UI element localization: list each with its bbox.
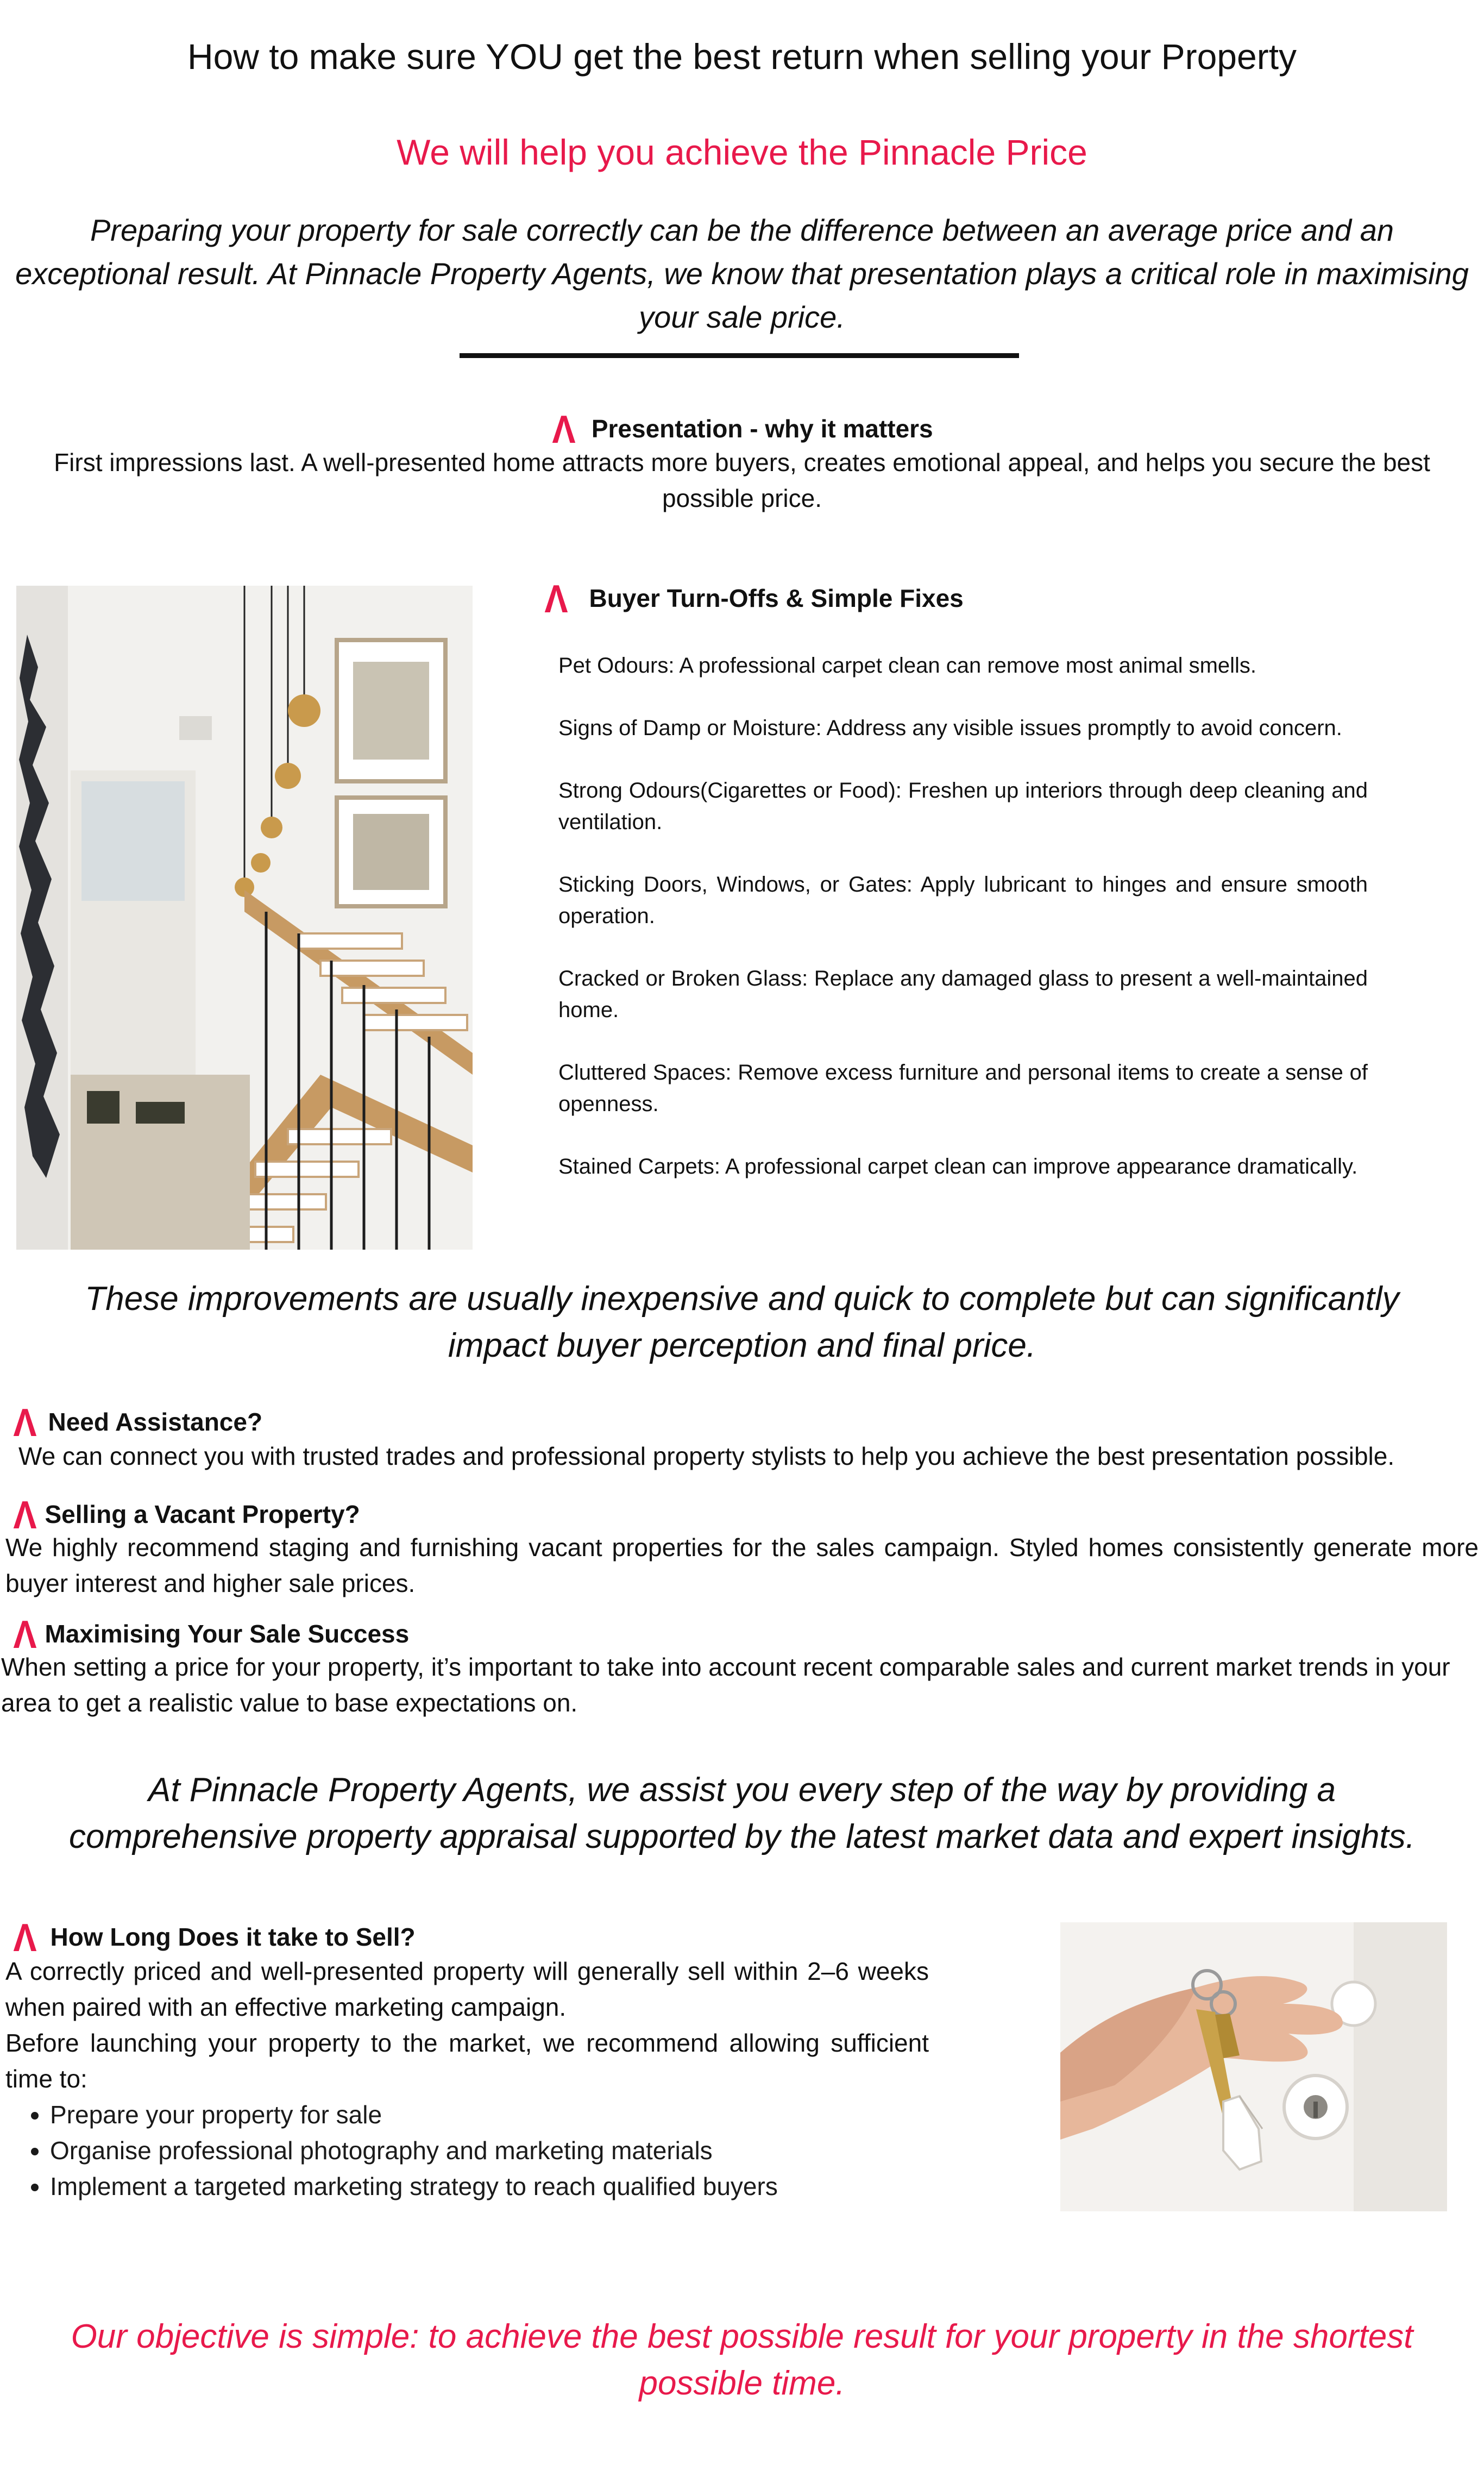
- vacant-text: We highly recommend staging and furnishing vacant properties for the sales campaign. Styled homes consistently generate more buyer interest and higher sale prices.: [5, 1533, 1479, 1597]
- bullet-item: • Implement a targeted marketing strategy to reach qualified buyers: [50, 2168, 929, 2204]
- howlong-body: [5, 1953, 929, 2204]
- intro-paragraph: Preparing your property for sale correctly can be the difference between an average price and an exceptional result. At Pinnacle Property Agents, we know that presentation plays a critical role in maximising your sale price.: [15, 213, 1469, 334]
- bullet-item: • Organise professional photography and marketing materials: [50, 2133, 929, 2168]
- list-item: Sticking Doors, Windows, or Gates: Apply lubricant to hinges and ensure smooth operation.: [558, 873, 1368, 928]
- howlong-text-1: A correctly priced and well-presented property will generally sell within 2–6 weeks when paired with an effective marketing campaign.: [5, 1957, 929, 2021]
- assistance-text: We can connect you with trusted trades and professional property stylists to help you achieve the best presentation possible.: [18, 1442, 1395, 1470]
- caret-icon: Λ: [544, 578, 568, 621]
- list-item: Signs of Damp or Moisture: Address any visible issues promptly to avoid concern.: [558, 716, 1342, 740]
- presentation-text: First impressions last. A well-presented home attracts more buyers, creates emotional appeal, and helps you secure the best possible price.: [54, 448, 1430, 512]
- improvements-callout: These improvements are usually inexpensive and quick to complete but can significantly impact buyer perception and final price.: [85, 1280, 1399, 1364]
- caret-icon: Λ: [13, 1613, 37, 1657]
- page-subtitle: We will help you achieve the Pinnacle Price: [397, 132, 1087, 172]
- turnoffs-list: [558, 650, 1368, 1182]
- list-item: Cluttered Spaces: Remove excess furniture and personal items to create a sense of openness.: [558, 1061, 1368, 1116]
- turnoffs-heading: Buyer Turn-Offs & Simple Fixes: [589, 584, 964, 612]
- page-title: How to make sure YOU get the best return when selling your Property: [187, 36, 1297, 77]
- list-item: Pet Odours: A professional carpet clean can remove most animal smells.: [558, 654, 1257, 678]
- maximising-heading: Maximising Your Sale Success: [45, 1620, 410, 1648]
- howlong-heading: How Long Does it take to Sell?: [50, 1923, 416, 1951]
- list-item: Cracked or Broken Glass: Replace any damaged glass to present a well-maintained home.: [558, 967, 1368, 1022]
- list-item: Stained Carpets: A professional carpet clean can improve appearance dramatically.: [558, 1155, 1358, 1178]
- vacant-heading: Selling a Vacant Property?: [45, 1500, 360, 1528]
- keys-in-hand-photo: [1060, 1922, 1447, 2211]
- maximising-text: When setting a price for your property, it’s important to take into account recent comparable sales and current market trends in your area to get a realistic value to base expectations on.: [1, 1653, 1450, 1717]
- howlong-bullets: [5, 2097, 929, 2204]
- caret-icon: Λ: [13, 1401, 37, 1445]
- staircase-photo: [16, 586, 473, 1250]
- appraisal-callout: At Pinnacle Property Agents, we assist you every step of the way by providing a comprehensive property appraisal supported by the latest market data and expert insights.: [69, 1771, 1415, 1855]
- closing-statement: Our objective is simple: to achieve the best possible result for your property in the shortest possible time.: [71, 2318, 1413, 2402]
- presentation-heading: Presentation - why it matters: [591, 415, 933, 443]
- section-divider: [460, 353, 1019, 358]
- howlong-text-2: Before launching your property to the market, we recommend allowing sufficient time to:: [5, 2029, 929, 2093]
- caret-icon: Λ: [13, 1494, 37, 1537]
- bullet-item: • Prepare your property for sale: [50, 2097, 929, 2133]
- turnoffs-heading-row: [543, 577, 964, 622]
- caret-icon: Λ: [13, 1916, 37, 1960]
- caret-icon: Λ: [552, 408, 576, 452]
- assistance-heading: Need Assistance?: [48, 1408, 263, 1436]
- list-item: Strong Odours(Cigarettes or Food): Freshen up interiors through deep cleaning and ventilation.: [558, 779, 1368, 834]
